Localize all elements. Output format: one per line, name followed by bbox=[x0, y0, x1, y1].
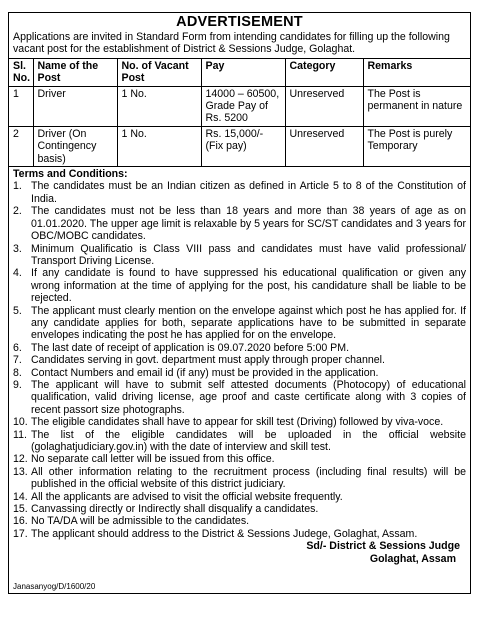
list-item bbox=[13, 503, 466, 515]
intro-paragraph: Applications are invited in Standard Form from intending candidates for filling up the following vacant post for the establishment of District & Sessions Judge, Golaghat. bbox=[13, 31, 450, 56]
term-text: The applicant should address to the District & Sessions Judege, Golaghat, Assam. bbox=[31, 527, 418, 540]
cell-remarks: The Post is permanent in nature bbox=[363, 86, 470, 126]
terms-heading: Terms and Conditions: bbox=[13, 168, 128, 181]
term-text: No TA/DA will be admissible to the candidates. bbox=[31, 515, 250, 528]
term-text: All other information relating to the recruitment process (including final results) will be published in the official website of this district judiciary. bbox=[31, 465, 466, 491]
cell-sl-no: 1 bbox=[9, 86, 33, 126]
term-text: Candidates serving in govt. department must apply through proper channel. bbox=[31, 354, 385, 367]
signature-line-1: Sd/- District & Sessions Judge bbox=[306, 540, 460, 553]
term-number: 12. bbox=[13, 453, 28, 466]
list-item bbox=[13, 267, 466, 304]
terms-section bbox=[9, 167, 470, 540]
term-text: The candidates must not be less than 18 years and more than 38 years of age as on 01.01.2020. The upper age limit is relaxable by 5 years for SC/ST candidates and 3 years for OBC/MOBC candidates. bbox=[31, 205, 466, 243]
term-text: If any candidate is found to have suppressed his educational qualification or given any wrong information at the time of applying for the post, his candidature shall be liable to be rejected. bbox=[31, 267, 466, 305]
header-pay: Pay bbox=[201, 58, 285, 86]
cell-pay: Rs. 15,000/- (Fix pay) bbox=[201, 126, 285, 166]
list-item bbox=[13, 491, 466, 503]
cell-vacancies: 1 No. bbox=[117, 126, 201, 166]
advertisement-title: ADVERTISEMENT bbox=[176, 14, 303, 30]
list-item bbox=[13, 429, 466, 454]
term-number: 17. bbox=[13, 527, 28, 540]
cell-category: Unreserved bbox=[285, 86, 363, 126]
cell-post-name: Driver bbox=[33, 86, 117, 126]
list-item bbox=[13, 305, 466, 342]
term-text: The applicant will have to submit self attested documents (Photocopy) of educational qualification, valid driving license, age proof and caste certificate along with 3 copies of recent passort size photographs. bbox=[31, 378, 466, 416]
list-item bbox=[13, 243, 466, 268]
term-number: 5. bbox=[13, 304, 22, 317]
term-text: The applicant must clearly mention on the envelope against which post he has applied for. If any candidate applies for both, separate applications have to be submitted in separate envelopes indicating the post he has applied for on the envelope. bbox=[31, 304, 466, 342]
list-item bbox=[13, 342, 466, 354]
header-sl-no: Sl. No. bbox=[9, 58, 33, 86]
table-row bbox=[9, 126, 470, 166]
term-number: 16. bbox=[13, 515, 28, 528]
cell-remarks: The Post is purely Temporary bbox=[363, 126, 470, 166]
term-number: 1. bbox=[13, 180, 22, 193]
term-text: Contact Numbers and email id (if any) must be provided in the application. bbox=[31, 366, 379, 379]
signature-line-2: Golaghat, Assam bbox=[369, 552, 456, 565]
reference-number: Janasanyog/D/1600/20 bbox=[13, 582, 96, 591]
term-number: 3. bbox=[13, 242, 22, 255]
cell-category: Unreserved bbox=[285, 126, 363, 166]
term-number: 6. bbox=[13, 341, 22, 354]
signature-block bbox=[9, 540, 470, 565]
cell-post-name: Driver (On Contingency basis) bbox=[33, 126, 117, 166]
term-text: Canvassing directly or Indirectly shall disqualify a candidates. bbox=[31, 503, 319, 516]
term-number: 14. bbox=[13, 490, 28, 503]
term-text: The candidates must be an Indian citizen as defined in Article 5 to 8 of the Constitution of India. bbox=[31, 180, 466, 205]
list-item bbox=[13, 515, 466, 527]
term-number: 9. bbox=[13, 378, 22, 391]
list-item bbox=[13, 379, 466, 416]
header-vacant-posts: No. of Vacant Post bbox=[117, 58, 201, 86]
term-text: All the applicants are advised to visit the official website frequently. bbox=[31, 490, 343, 503]
term-text: The list of the eligible candidates will be uploaded in the official website (golaghatjudiciary.gov.in) with the date of interview and skill test. bbox=[31, 428, 466, 453]
header-remarks: Remarks bbox=[363, 58, 470, 86]
term-number: 7. bbox=[13, 354, 22, 367]
term-text: The eligible candidates shall have to appear for skill test (Driving) followed by viva-voce. bbox=[31, 416, 444, 429]
terms-list bbox=[13, 180, 466, 540]
term-number: 10. bbox=[13, 416, 28, 429]
term-number: 8. bbox=[13, 366, 22, 379]
header-name-of-post: Name of the Post bbox=[33, 58, 117, 86]
table-header-row bbox=[9, 58, 470, 86]
term-number: 2. bbox=[13, 205, 22, 218]
list-item bbox=[13, 528, 466, 540]
list-item bbox=[13, 453, 466, 465]
term-number: 11. bbox=[13, 428, 27, 441]
list-item bbox=[13, 180, 466, 205]
term-text: The last date of receipt of application is 09.07.2020 before 5:00 PM. bbox=[31, 341, 350, 354]
cell-sl-no: 2 bbox=[9, 126, 33, 166]
list-item bbox=[13, 466, 466, 491]
list-item bbox=[13, 416, 466, 428]
header-category: Category bbox=[285, 58, 363, 86]
term-text: Minimum Qualificatio is Class VIII pass and candidates must have valid professional/ Transport Driving License. bbox=[31, 242, 466, 267]
cell-pay: 14000 – 60500, Grade Pay of Rs. 5200 bbox=[201, 86, 285, 126]
term-number: 15. bbox=[13, 503, 28, 516]
term-text: No separate call letter will be issued from this office. bbox=[31, 453, 275, 466]
vacancy-table bbox=[9, 58, 470, 167]
table-row bbox=[9, 86, 470, 126]
list-item bbox=[13, 354, 466, 366]
term-number: 13. bbox=[13, 465, 28, 478]
list-item bbox=[13, 205, 466, 242]
advertisement-box bbox=[8, 12, 471, 594]
cell-vacancies: 1 No. bbox=[117, 86, 201, 126]
list-item bbox=[13, 367, 466, 379]
term-number: 4. bbox=[13, 267, 22, 280]
